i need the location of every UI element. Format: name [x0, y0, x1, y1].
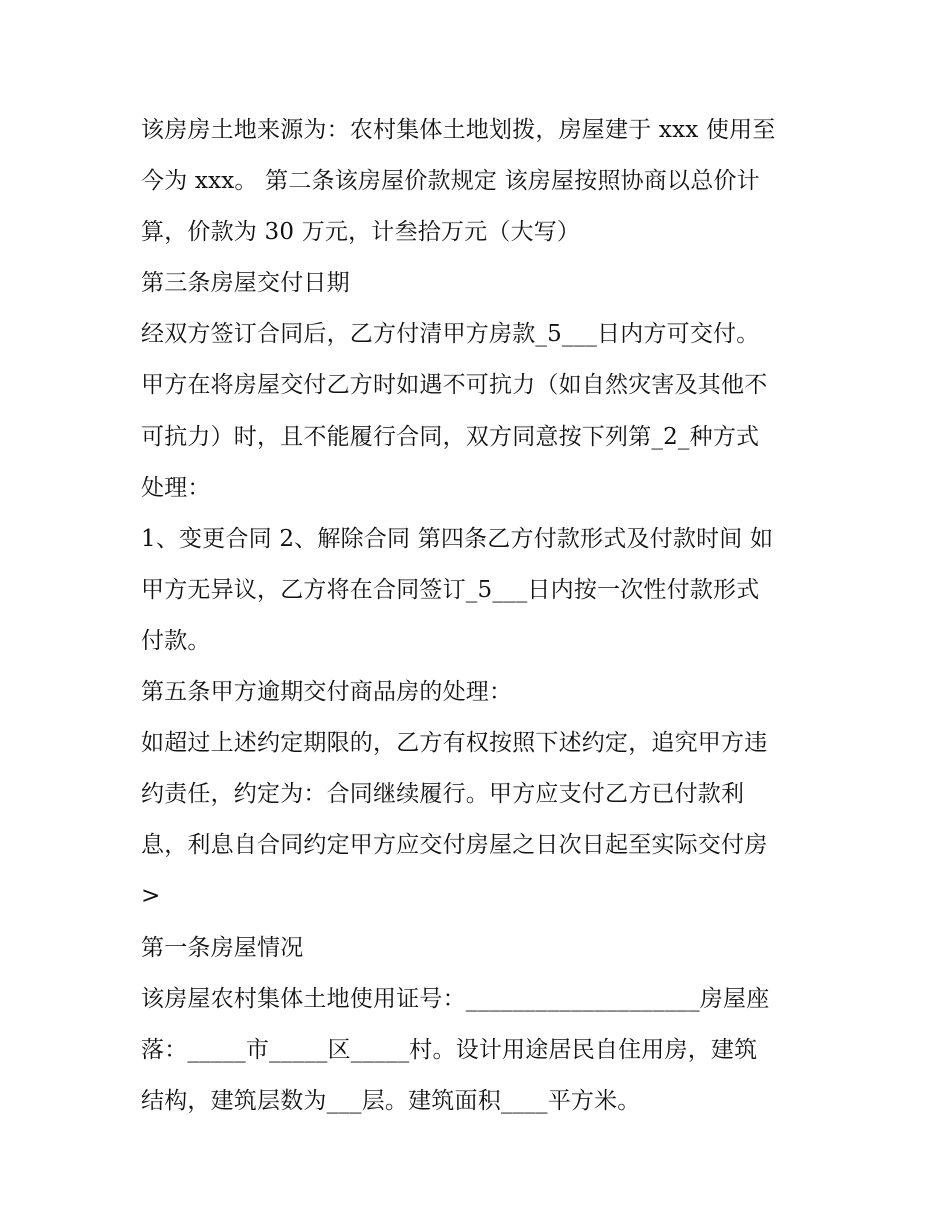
section-heading: 第五条甲方逾期交付商品房的处理：: [141, 679, 513, 706]
text-line: 该房屋农村集体土地使用证号：____________________房屋座: [141, 985, 770, 1012]
text-line: 约责任，约定为：合同继续履行。甲方应支付乙方已付款利: [141, 781, 745, 808]
text-line: 1、变更合同 2、解除合同 第四条乙方付款形式及付款时间 如: [141, 525, 774, 552]
text-line: 处理：: [141, 474, 211, 501]
text-line: 经双方签订合同后，乙方付清甲方房款_5___日内方可交付。: [141, 321, 760, 348]
text-line: 息，利息自合同约定甲方应交付房屋之日次日起至实际交付房: [141, 832, 768, 859]
text-line: 结构，建筑层数为___层。建筑面积____平方米。: [141, 1087, 641, 1114]
document-page: [141, 108, 821, 1130]
text-line: 甲方无异议，乙方将在合同签订_5___日内按一次性付款形式: [141, 576, 760, 603]
text-line: 算，价款为 30 万元，计叁拾万元（大写）: [141, 219, 581, 246]
text-line: 甲方在将房屋交付乙方时如遇不可抗力（如自然灾害及其他不: [141, 372, 768, 399]
section-heading: 第一条房屋情况: [141, 934, 304, 961]
text-line: 该房房土地来源为：农村集体土地划拨，房屋建于 xxx 使用至: [141, 117, 776, 143]
text-line: 如超过上述约定期限的，乙方有权按照下述约定，追究甲方违: [141, 730, 768, 757]
text-line: >: [141, 883, 161, 910]
text-line: 落：_____市_____区_____村。设计用途居民自住用房，建筑: [141, 1036, 758, 1063]
section-heading: 第三条房屋交付日期: [141, 270, 350, 297]
text-line: 付款。: [141, 627, 211, 654]
text-line: 今为 xxx。 第二条该房屋价款规定 该房屋按照协商以总价计: [141, 168, 760, 195]
text-line: 可抗力）时，且不能履行合同，双方同意按下列第_2_种方式: [141, 423, 760, 450]
